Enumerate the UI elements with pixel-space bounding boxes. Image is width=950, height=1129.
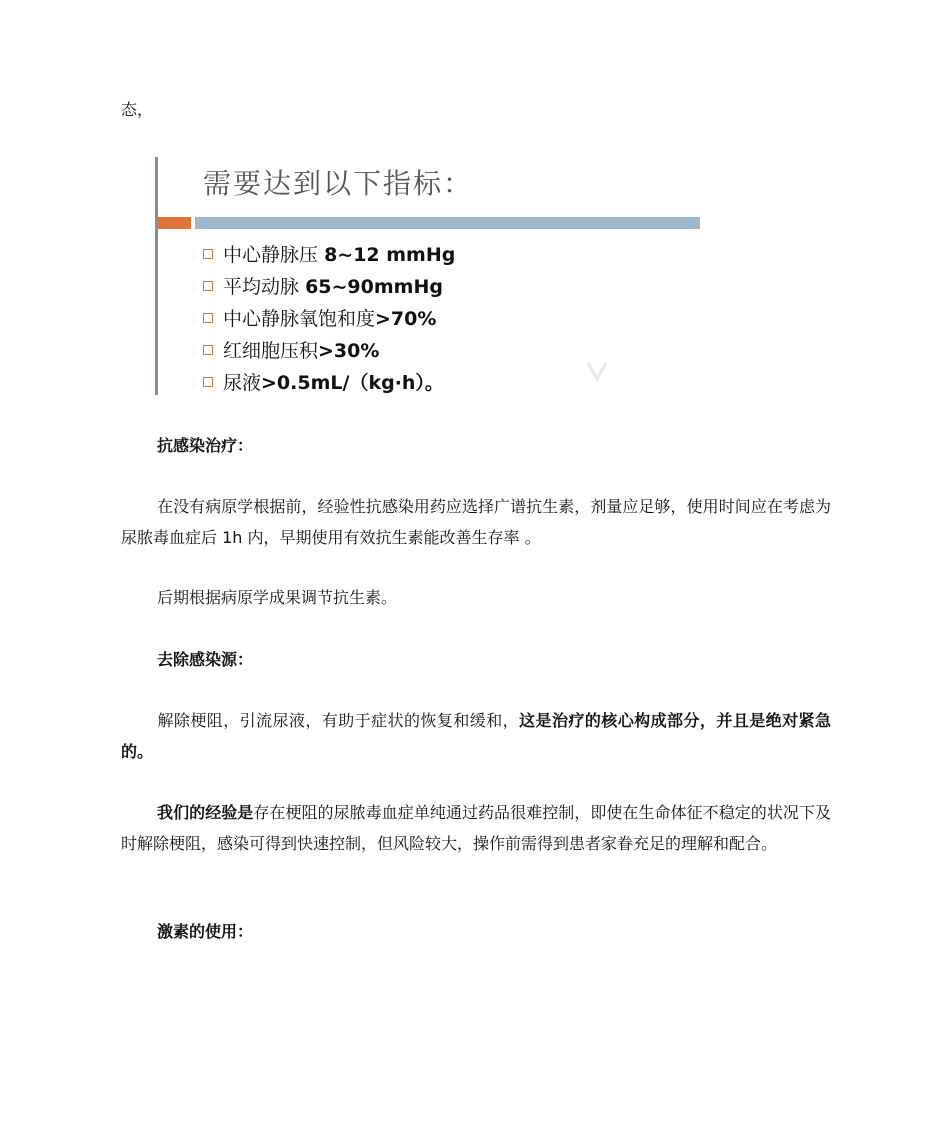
square-bullet-icon (203, 345, 213, 355)
indicator-label: 尿液 (223, 372, 262, 394)
section-heading-hormone: 激素的使用： (157, 922, 254, 941)
square-bullet-icon (203, 377, 213, 387)
paragraph-emphasis: 这是治疗的核心构成部分，并且是绝对紧急的。 (121, 711, 831, 761)
paragraph-remove-source (121, 705, 831, 767)
indicator-label: 红细胞压积 (223, 340, 319, 362)
section-heading-remove-source: 去除感染源： (157, 650, 254, 669)
section-heading-anti-infection: 抗感染治疗： (157, 436, 254, 455)
square-bullet-icon (203, 313, 213, 323)
indicator-item (203, 335, 455, 367)
paragraph-text: 存在梗阻的尿脓毒血症单纯通过药品很难控制，即使在生命体征不稳定的状况下及时解除梗阻，感染可得到快速控制，但风险较大，操作前需得到患者家眷充足的理解和配合。 (121, 803, 831, 853)
indicator-value: >70% (375, 308, 437, 330)
indicator-slide-image (155, 157, 700, 397)
indicator-value: >0.5mL/（kg·h）。 (261, 372, 444, 394)
indicator-label: 中心静脉氧饱和度 (223, 308, 376, 330)
watermark-logo (585, 355, 693, 385)
indicator-item (203, 367, 455, 399)
square-bullet-icon (203, 281, 213, 291)
indicator-value: 8~12 mmHg (324, 244, 456, 266)
slide-orange-accent (158, 217, 191, 229)
indicator-value: 65~90mmHg (305, 276, 443, 298)
slide-left-bar (155, 157, 158, 395)
square-bullet-icon (203, 249, 213, 259)
indicator-label: 中心静脉压 (223, 244, 319, 266)
indicator-item (203, 271, 455, 303)
slide-indicator-list (203, 239, 455, 399)
paragraph-emphasis: 我们的经验是 (157, 803, 254, 822)
paragraph-text: 在没有病原学根据前，经验性抗感染用药应选择广谱抗生素，剂量应足够，使用时间应在考虑为尿脓毒血症后 1h 内，早期使用有效抗生素能改善生存率 。 (121, 497, 831, 547)
paragraph-text: 解除梗阻，引流尿液，有助于症状的恢复和缓和， (157, 711, 520, 730)
paragraph-anti-infection-2: 后期根据病原学成果调节抗生素。 (157, 588, 398, 607)
paragraph-anti-infection-1 (121, 491, 831, 553)
slide-title: 需要达到以下指标： (203, 167, 474, 200)
paragraph-experience (121, 797, 831, 859)
text-fragment: 态， (121, 100, 154, 119)
indicator-item (203, 303, 455, 335)
slide-blue-rule (195, 217, 700, 229)
indicator-value: >30% (318, 340, 380, 362)
indicator-item (203, 239, 455, 271)
indicator-label: 平均动脉 (223, 276, 300, 298)
